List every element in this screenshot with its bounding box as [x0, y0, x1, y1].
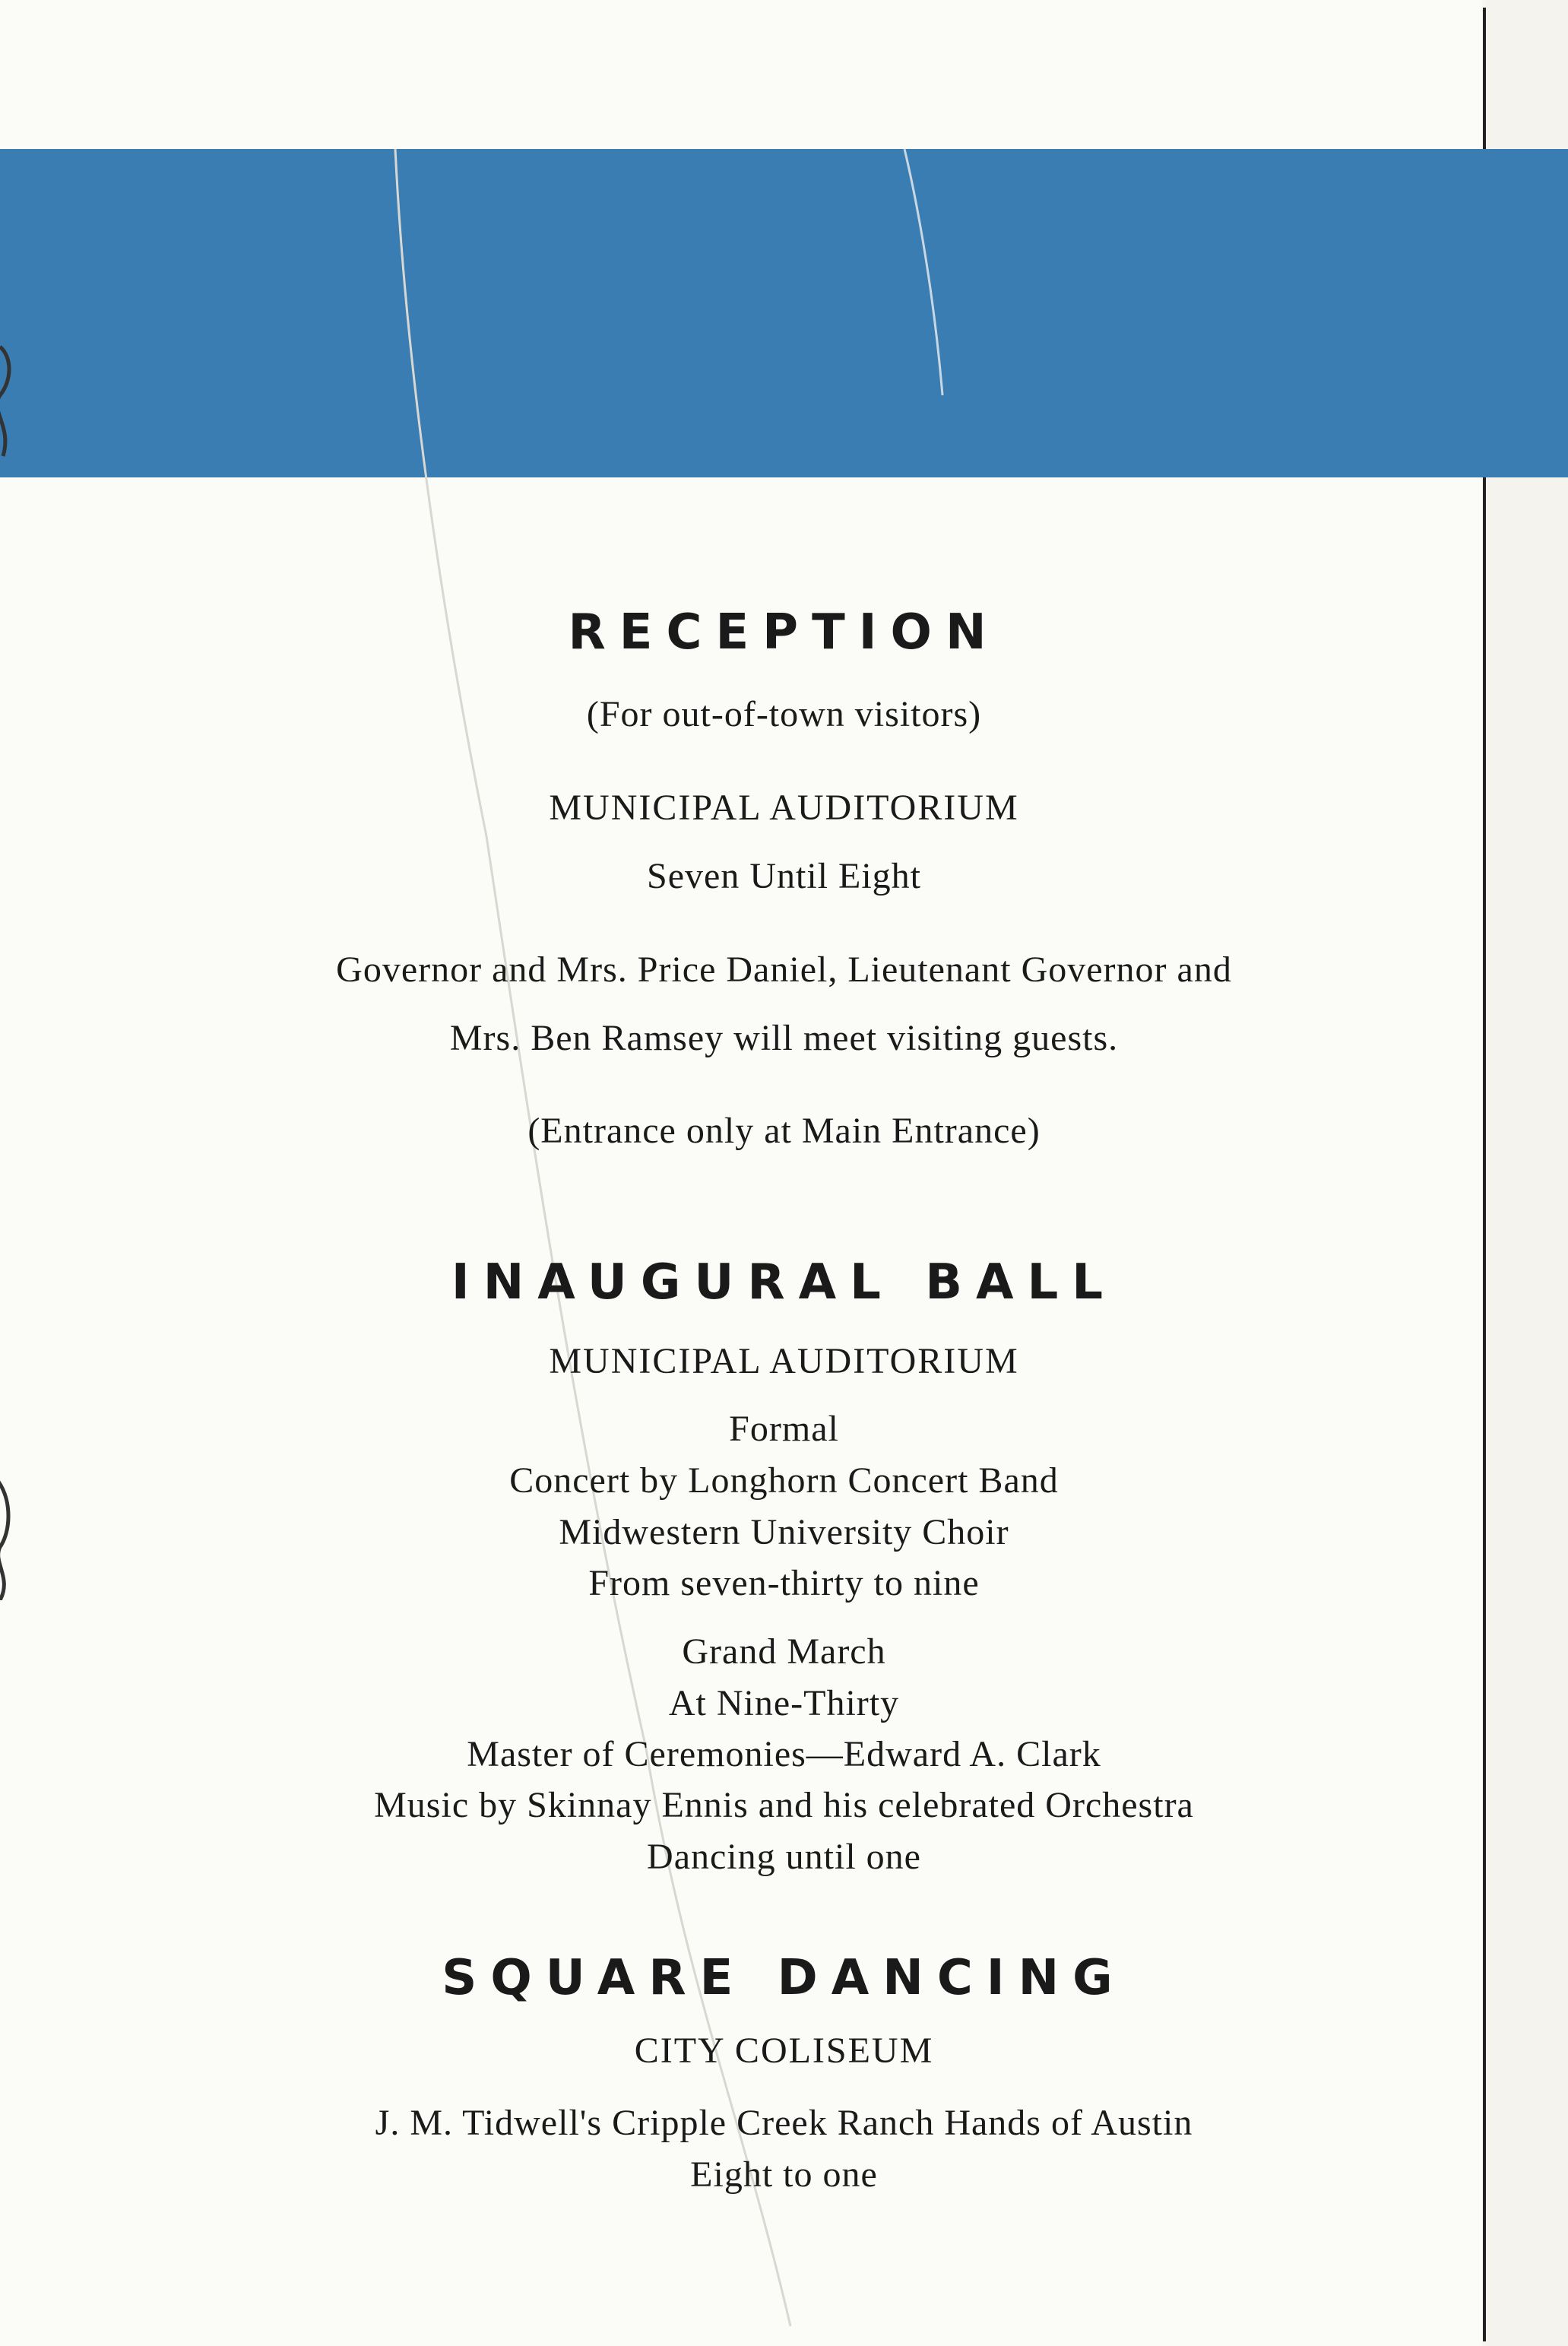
inaugural-ball-dress: Formal [729, 1409, 839, 1449]
inaugural-ball-heading: INAUGURAL BALL [451, 1254, 1117, 1311]
reception-hosts-line2: Mrs. Ben Ramsey will meet visiting guests. [449, 1018, 1119, 1058]
square-dancing-venue: CITY COLISEUM [634, 2031, 934, 2071]
inaugural-ball-master-of-ceremonies: Master of Ceremonies—Edward A. Clark [467, 1734, 1101, 1774]
reception-hosts-line1: Governor and Mrs. Price Daniel, Lieutenant Governor and [336, 949, 1232, 990]
reception-heading: RECEPTION [568, 604, 1000, 661]
reception-subtitle: (For out-of-town visitors) [586, 694, 982, 734]
inaugural-ball-music: Music by Skinnay Ennis and his celebrated Orchestra [374, 1785, 1194, 1825]
inaugural-ball-choir: Midwestern University Choir [559, 1512, 1009, 1552]
inaugural-ball-venue: MUNICIPAL AUDITORIUM [549, 1341, 1019, 1381]
inaugural-ball-dancing: Dancing until one [647, 1837, 921, 1877]
square-dancing-performers: J. M. Tidwell's Cripple Creek Ranch Hands of Austin [375, 2103, 1193, 2143]
reception-time: Seven Until Eight [647, 856, 921, 896]
square-dancing-heading: SQUARE DANCING [442, 1950, 1126, 2006]
inaugural-ball-grand-march-time: At Nine-Thirty [668, 1683, 900, 1723]
inaugural-ball-grand-march: Grand March [682, 1631, 886, 1672]
inaugural-ball-concert-time: From seven-thirty to nine [588, 1563, 980, 1603]
reception-venue: MUNICIPAL AUDITORIUM [549, 788, 1019, 828]
reception-entrance-note: (Entrance only at Main Entrance) [527, 1111, 1041, 1151]
inaugural-ball-concert: Concert by Longhorn Concert Band [509, 1460, 1059, 1501]
square-dancing-time: Eight to one [690, 2154, 878, 2195]
